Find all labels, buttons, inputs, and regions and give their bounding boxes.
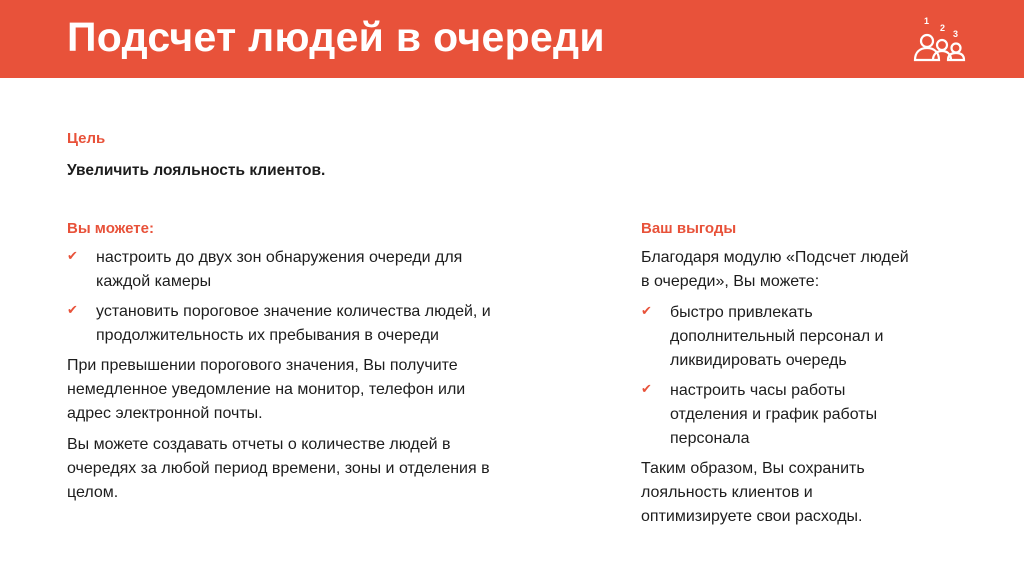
benefits-outro: Таким образом, Вы сохранить лояльность клиентов и оптимизируете свои расходы. bbox=[641, 460, 865, 525]
queue-people-icon bbox=[910, 14, 968, 64]
list-item-text: настроить до двух зон обнаружения очереди для каждой камеры bbox=[96, 249, 463, 290]
benefits-column bbox=[641, 219, 981, 536]
list-item bbox=[67, 246, 567, 294]
capabilities-column bbox=[67, 219, 567, 512]
benefits-list bbox=[641, 301, 981, 451]
reports-paragraph: Вы можете создавать отчеты о количестве людей в очередях за любой период времени, зоны и отделения в целом. bbox=[67, 436, 490, 501]
benefits-intro: Благодаря модулю «Подсчет людей в очереди», Вы можете: bbox=[641, 249, 909, 290]
capabilities-label: Вы можете: bbox=[67, 220, 154, 237]
benefits-label: Ваш выгоды bbox=[641, 220, 737, 237]
check-icon: ✔ bbox=[67, 302, 78, 317]
list-item bbox=[67, 300, 567, 348]
queue-number-1: 1 bbox=[924, 16, 930, 26]
list-item-text: настроить часы работы отделения и график работы персонала bbox=[670, 382, 878, 447]
check-icon: ✔ bbox=[641, 303, 652, 318]
check-icon: ✔ bbox=[641, 381, 652, 396]
list-item-text: быстро привлекать дополнительный персонал и ликвидировать очередь bbox=[670, 304, 884, 369]
notification-paragraph: При превышении порогового значения, Вы получите немедленное уведомление на монитор, телефон или адрес электронной почты. bbox=[67, 357, 466, 422]
header-bar bbox=[0, 0, 1024, 78]
page-title: Подсчет людей в очереди bbox=[67, 14, 605, 60]
queue-number-3: 3 bbox=[953, 29, 959, 39]
queue-number-2: 2 bbox=[940, 23, 946, 33]
check-icon: ✔ bbox=[67, 248, 78, 263]
list-item bbox=[641, 301, 981, 373]
list-item bbox=[641, 379, 981, 451]
capabilities-list bbox=[67, 246, 567, 348]
goal-label: Цель bbox=[67, 130, 106, 147]
goal-text: Увеличить лояльность клиентов. bbox=[67, 162, 326, 179]
list-item-text: установить пороговое значение количества людей, и продолжительность их пребывания в очереди bbox=[96, 303, 491, 344]
